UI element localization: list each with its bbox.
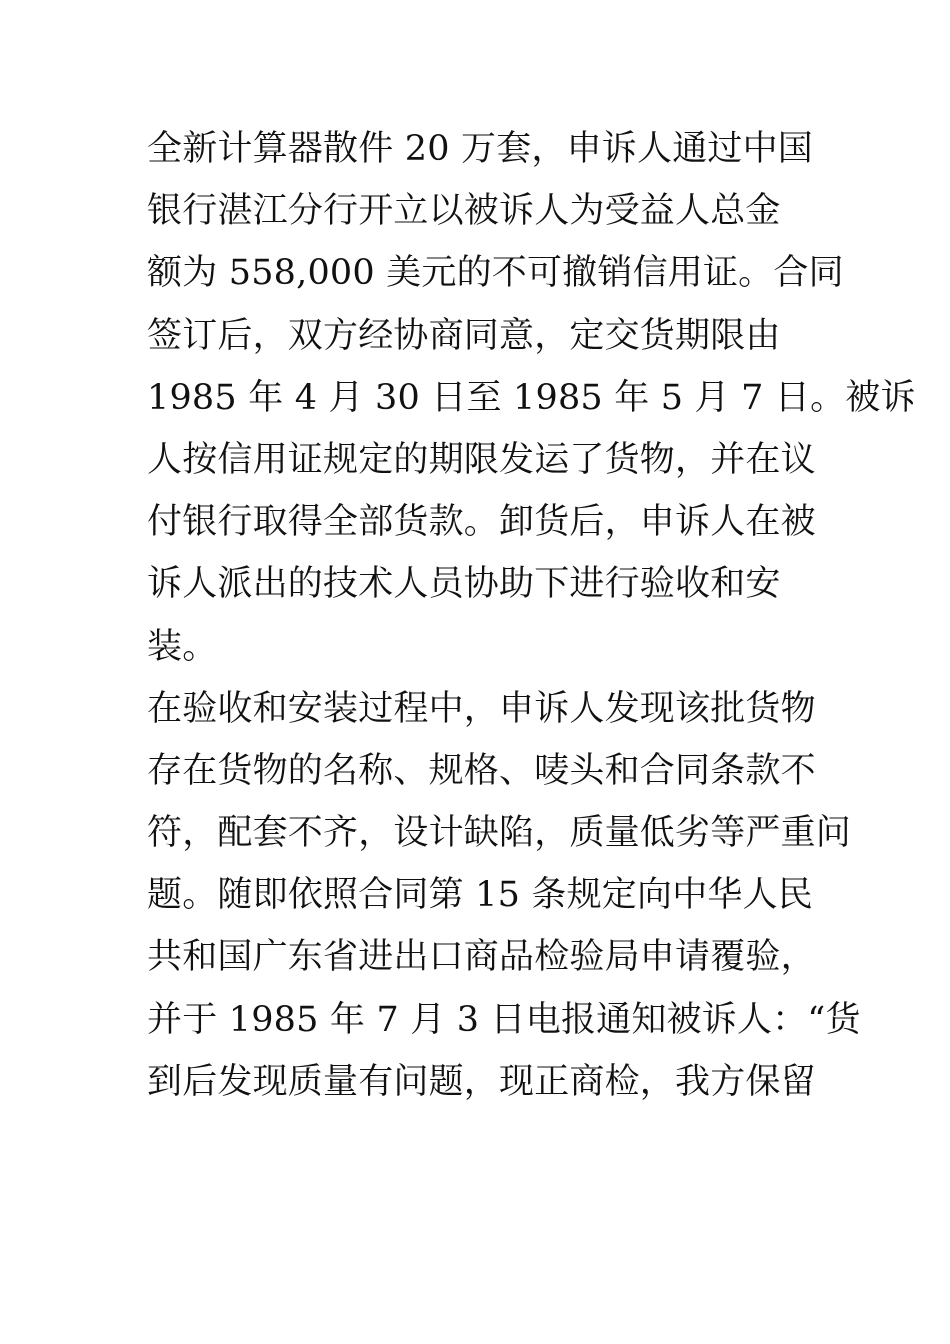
text-line: 装。 <box>147 626 218 667</box>
text-line: 付银行取得全部货款。卸货后，申诉人在被 <box>147 502 816 543</box>
text-line: 在验收和安装过程中，申诉人发现该批货物 <box>147 688 816 729</box>
text-line: 1985 年 4 月 30 日至 1985 年 5 月 7 日。被诉 <box>147 377 916 418</box>
text-line: 并于 1985 年 7 月 3 日电报通知被诉人：“货 <box>147 999 861 1040</box>
text-line: 共和国广东省进出口商品检验局申请覆验， <box>147 937 816 978</box>
text-line: 诉人派出的技术人员协助下进行验收和安 <box>147 564 781 605</box>
text-line: 银行湛江分行开立以被诉人为受益人总金 <box>147 191 781 232</box>
text-line: 符，配套不齐，设计缺陷，质量低劣等严重问 <box>147 813 852 854</box>
text-line: 签订后，双方经协商同意，定交货期限由 <box>147 315 781 356</box>
text-line: 题。随即依照合同第 15 条规定向中华人民 <box>147 875 813 916</box>
text-line: 人按信用证规定的期限发运了货物，并在议 <box>147 439 816 480</box>
text-line: 到后发现质量有问题，现正商检，我方保留 <box>147 1061 816 1102</box>
text-line: 额为 558,000 美元的不可撤销信用证。合同 <box>147 253 844 294</box>
text-line: 全新计算器散件 20 万套，申诉人通过中国 <box>147 129 813 169</box>
body-text <box>147 118 916 1113</box>
text-line: 存在货物的名称、规格、唛头和合同条款不 <box>147 750 816 791</box>
